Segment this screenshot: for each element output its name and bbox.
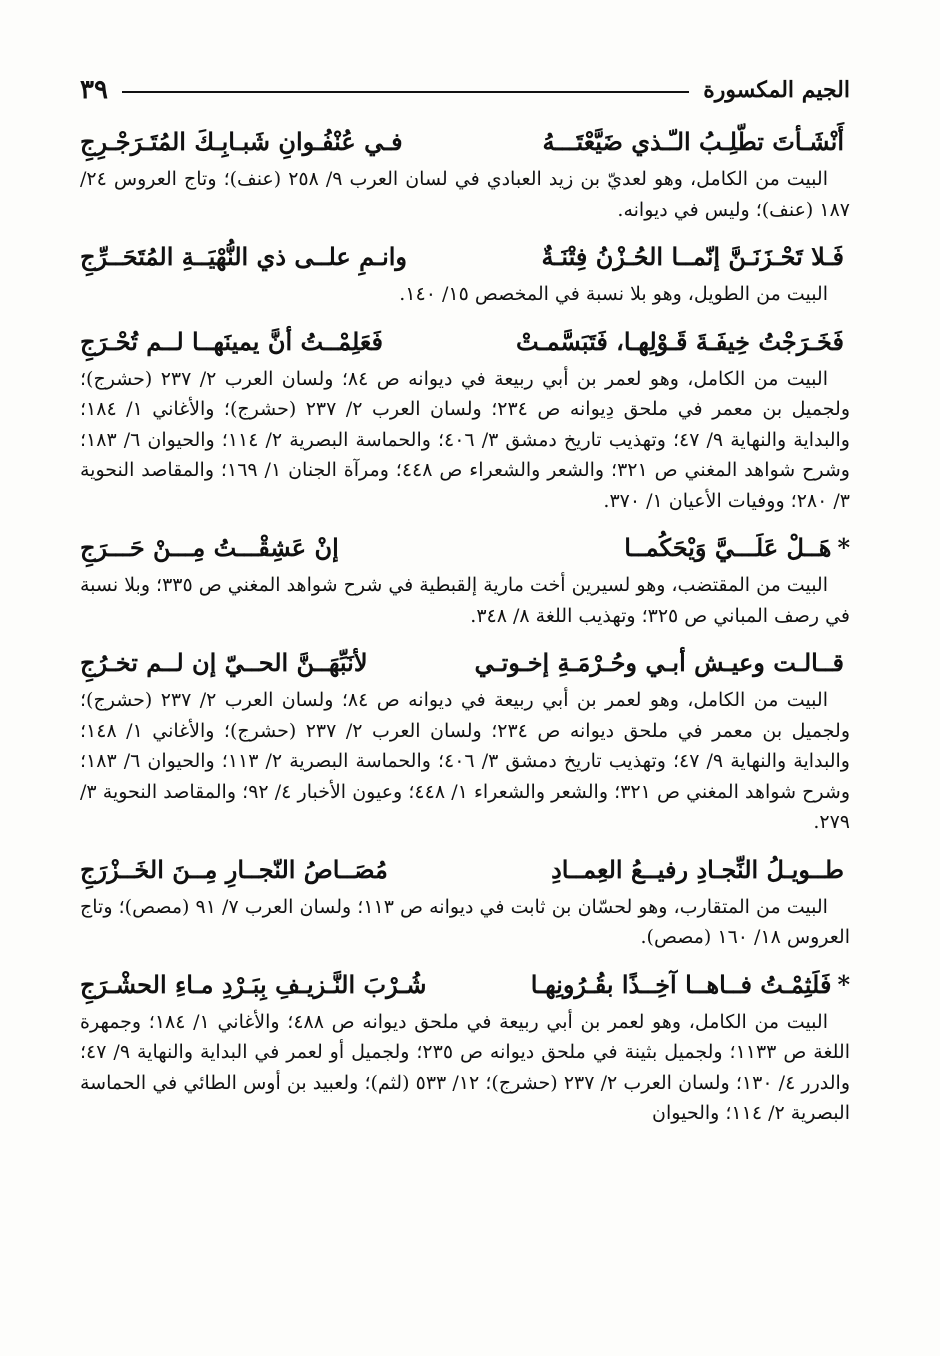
verse-line [80, 641, 850, 685]
verse-entry [80, 320, 850, 517]
verse-entry [80, 641, 850, 838]
verse-entry [80, 235, 850, 310]
verse-commentary: البيت من الكامل، وهو لعديّ بن زيد العبادي في لسان العرب ٩/ ٢٥٨ (عنف)؛ وتاج العروس ٢٤/ ١٨٧ (عنف)؛ وليس في ديوانه. [80, 168, 850, 221]
verse-line [80, 526, 850, 570]
first-hemistich: فَـلا تَحْـزَنَـنَّ إنّمــا الحُـزْنُ فِتْنَـةٌ [541, 242, 844, 271]
verse-entry [80, 963, 850, 1129]
page-body [80, 120, 850, 1139]
verse-line [80, 235, 850, 279]
first-hemistich: طــويـلُ النِّجـادِ رفيــعُ العِمــادِ [551, 854, 844, 884]
verse-entry [80, 526, 850, 631]
second-hemistich: لأنَبِّهَــنَّ الحــيّ إن لــم تخـرُجِ [80, 648, 368, 677]
second-hemistich: شُـرْبَ النَّـزيـفِ بِبَـرْدِ مـاءِ الحشْـرَجِ [80, 969, 427, 999]
first-hemistich: فَخَـرَجْتُ خِيفَـةَ قَـوْلِهـا، فَتَبَسَّمـتْ [515, 326, 844, 356]
first-hemistich: قــالـت وعيـش أبـي وحُـرْمَـةِ إخـوتـي [474, 648, 844, 677]
first-hemistich: *هَــلْ عَلَـــيَّ وَيْحَكُمــا [624, 533, 850, 562]
first-hemistich: أَنْشَـأتَ تطّلِـبُ الـّـذي ضَيَّعْتَـــهُ [542, 127, 844, 156]
second-hemistich: فَعَلِمْــتُ أنَّ يمينَهــا لــم تُحْـرَجِ [80, 326, 383, 356]
verse-line [80, 120, 850, 164]
verse-line [80, 963, 850, 1007]
verse-line [80, 320, 850, 364]
verse-commentary: البيت من الكامل، وهو لعمر بن أبي ربيعة في ملحق ديوانه ص ٤٨٨؛ والأغاني ١/ ١٨٤؛ وجمهرة اللغة ص ١١٣٣؛ ولجميل بثينة في ملحق ديوانه ص ٢٣٥؛ ولجميل أو لعمر في البداية والنهاية ٩/ ٤٧؛ والدرر ٤/ ١٣٠؛ ولسان العرب ٢/ ٢٣٧ (حشرج)؛ ١٢/ ٥٣٣ (لثم)؛ ولعبيد بن أوس الطائي في الحماسة البصرية ٢/ ١١٤؛ والحيوان [80, 1010, 850, 1124]
second-hemistich: إنْ عَشِقْـــتُ مِـــنْ حَـــرَجِ [80, 533, 339, 562]
page-header [80, 70, 850, 110]
second-hemistich: مُصَــاصُ النّجــارِ مِــنَ الخَــزْرَجِ [80, 854, 388, 884]
verse-line [80, 848, 850, 892]
entry-marker: * [837, 533, 850, 562]
running-title: الجيم المكسورة [703, 77, 850, 103]
verse-commentary: البيت من المقتضب، وهو لسيرين أخت مارية إلقبطية في شرح شواهد المغني ص ٣٣٥؛ وبلا نسبة في رصف المباني ص ٣٢٥؛ وتهذيب اللغة ٨/ ٣٤٨. [80, 574, 850, 627]
second-hemistich: وانـمِ علــى ذي النُّهْيَــةِ المُتَحَــرِّجِ [80, 242, 408, 271]
first-hemistich: *فَلَثِمْـتُ فــاهــا آخِــذًا بقُـرُونِهـا [530, 969, 850, 999]
entry-marker: * [837, 969, 850, 999]
verse-commentary: البيت من الكامل، وهو لعمر بن أبي ربيعة في ديوانه ص ٨٤؛ ولسان العرب ٢/ ٢٣٧ (حشرج)؛ ولجميل بن معمر في ملحق ديوانه ص ٢٣٤؛ ولسان العرب ٢/ ٢٣٧ (حشرج)؛ والأغاني ١/ ١٤٨؛ والبداية والنهاية ٩/ ٤٧؛ وتهذيب تاريخ دمشق ٣/ ٤٠٦؛ والحماسة البصرية ٢/ ١١٣؛ والحيوان ٦/ ١٨٣؛ وشرح شواهد المغني ص ٣٢١؛ والشعر والشعراء ١/ ٤٤٨؛ وعيون الأخبار ٤/ ٩٢؛ والمقاصد النحوية ٣/ ٢٧٩. [80, 689, 850, 833]
verse-commentary: البيت من الكامل، وهو لعمر بن أبي ربيعة في ديوانه ص ٨٤؛ ولسان العرب ٢/ ٢٣٧ (حشرج)؛ ولجميل بن معمر في ملحق دِيوانه ص ٢٣٤؛ ولسان العرب ٢/ ٢٣٧ (حشرج)؛ والأغاني ١/ ١٨٤؛ والبداية والنهاية ٩/ ٤٧؛ وتهذيب تاريخ دمشق ٣/ ٤٠٦؛ والحماسة البصرية ٢/ ١١٤؛ والحيوان ٦/ ١٨٣؛ وشرح شواهد المغني ص ٣٢١؛ والشعر والشعراء ص ٤٤٨؛ ومرآة الجنان ١/ ١٦٩؛ والمقاصد النحوية ٣/ ٢٨٠؛ ووفيات الأعيان ١/ ٣٧٠. [80, 367, 850, 512]
verse-entry [80, 848, 850, 953]
verse-commentary: البيت من المتقارب، وهو لحسّان بن ثابت في ديوانه ص ١١٣؛ ولسان العرب ٧/ ٩١ (مصص)؛ وتاج العروس ١٨/ ١٦٠ (مصص). [80, 895, 850, 948]
verse-entry [80, 120, 850, 225]
second-hemistich: فـي عُنْفُـوانِ شَبـابِـكَ المُتَـرَجْـرِجِ [80, 127, 403, 156]
page-number: ٣٩ [80, 75, 108, 105]
verse-commentary: البيت من الطويل، وهو بلا نسبة في المخصص ١٥/ ١٤٠. [399, 283, 828, 305]
header-rule [122, 91, 689, 93]
